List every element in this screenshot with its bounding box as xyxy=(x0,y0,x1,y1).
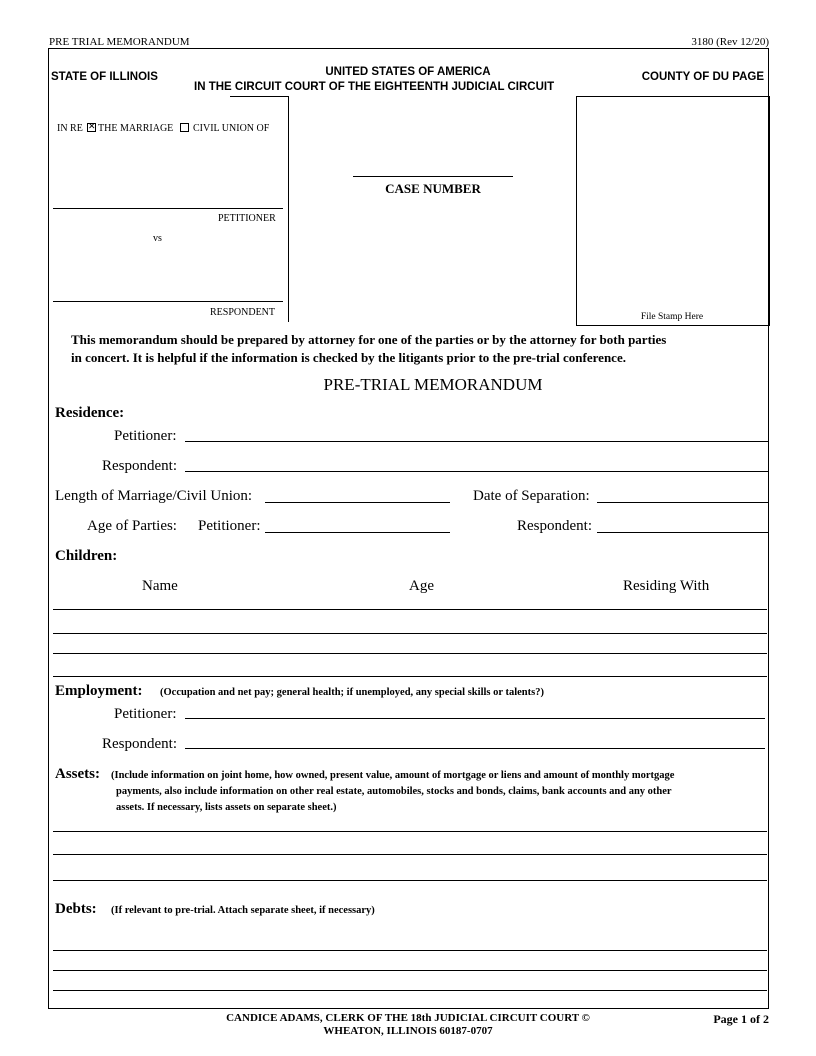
marriage-checkbox[interactable]: ✕ xyxy=(88,122,96,132)
vs-label: vs xyxy=(153,233,162,244)
assets-heading: Assets: xyxy=(55,766,100,782)
state-label: STATE OF ILLINOIS xyxy=(51,71,158,83)
marriage-length-input[interactable] xyxy=(265,484,450,503)
file-stamp-label: File Stamp Here xyxy=(640,312,704,322)
employment-heading: Employment: xyxy=(55,683,143,699)
respondent-caption-label: RESPONDENT xyxy=(210,307,276,318)
employment-note: (Occupation and net pay; general health; if unemployed, any special skills or talents?) xyxy=(160,687,544,698)
assets-note-line-1: (Include information on joint home, how owned, present value, amount of mortgage or liens and amount of monthly mortgage xyxy=(111,770,675,781)
employment-petitioner-label: Petitioner: xyxy=(114,706,177,722)
form-title: PRE TRIAL MEMORANDUM xyxy=(49,36,190,48)
court-label: IN THE CIRCUIT COURT OF THE EIGHTEENTH JUDICIAL CIRCUIT xyxy=(194,81,555,93)
file-stamp-box xyxy=(576,96,770,326)
children-row-input[interactable] xyxy=(53,635,767,654)
children-row-input[interactable] xyxy=(53,591,767,610)
employment-respondent-label: Respondent: xyxy=(102,736,177,752)
assets-row-input[interactable] xyxy=(53,862,767,881)
page-title: PRE-TRIAL MEMORANDUM xyxy=(323,375,543,394)
country-label: UNITED STATES OF AMERICA xyxy=(325,66,491,78)
case-number-input[interactable] xyxy=(353,158,513,177)
caption-box-right-line xyxy=(288,96,289,322)
frame-top-border xyxy=(48,48,769,49)
civil-union-label: CIVIL UNION OF xyxy=(193,123,270,134)
children-col-name: Name xyxy=(142,578,178,594)
age-respondent-label: Respondent: xyxy=(517,518,592,534)
age-respondent-input[interactable] xyxy=(597,514,768,533)
frame-bottom-border xyxy=(48,1008,769,1009)
assets-row-input[interactable] xyxy=(53,836,767,855)
footer-clerk: CANDICE ADAMS, CLERK OF THE 18th JUDICIAL CIRCUIT COURT © xyxy=(226,1012,590,1024)
age-of-parties-label: Age of Parties: xyxy=(87,518,177,534)
employment-respondent-input[interactable] xyxy=(185,730,765,749)
instructions-line-2: in concert. It is helpful if the information is checked by the litigants prior to the pre-trial conference. xyxy=(71,350,626,365)
residence-respondent-label: Respondent: xyxy=(102,458,177,474)
debts-note: (If relevant to pre-trial. Attach separate sheet, if necessary) xyxy=(111,905,375,916)
residence-heading: Residence: xyxy=(55,405,125,421)
employment-petitioner-input[interactable] xyxy=(185,700,765,719)
residence-petitioner-label: Petitioner: xyxy=(114,428,177,444)
petitioner-name-input[interactable] xyxy=(53,190,283,209)
debts-row-input[interactable] xyxy=(53,932,767,951)
children-col-age: Age xyxy=(409,578,434,594)
form-number: 3180 (Rev 12/20) xyxy=(691,36,769,48)
civil-union-checkbox[interactable] xyxy=(180,123,189,132)
marriage-length-label: Length of Marriage/Civil Union: xyxy=(55,488,253,504)
respondent-name-input[interactable] xyxy=(53,283,283,302)
children-row-input[interactable] xyxy=(53,615,767,634)
debts-row-input[interactable] xyxy=(53,952,767,971)
debts-row-input[interactable] xyxy=(53,972,767,991)
in-re-label: IN RE xyxy=(57,123,83,134)
assets-note-line-2: payments, also include information on other real estate, automobiles, stocks and bonds, claims, bank accounts and any other xyxy=(116,786,672,797)
frame-left-border xyxy=(48,48,49,1008)
county-label: COUNTY OF DU PAGE xyxy=(641,71,764,83)
children-row-input[interactable] xyxy=(53,658,767,677)
children-heading: Children: xyxy=(55,548,118,564)
assets-note-line-3: assets. If necessary, lists assets on separate sheet.) xyxy=(116,802,337,813)
footer-address: WHEATON, ILLINOIS 60187-0707 xyxy=(323,1025,493,1037)
age-petitioner-input[interactable] xyxy=(265,514,450,533)
assets-row-input[interactable] xyxy=(53,813,767,832)
age-petitioner-label: Petitioner: xyxy=(198,518,261,534)
caption-box-top-line xyxy=(230,96,288,97)
debts-heading: Debts: xyxy=(55,901,97,917)
residence-petitioner-input[interactable] xyxy=(185,423,768,442)
residence-respondent-input[interactable] xyxy=(185,453,768,472)
separation-date-input[interactable] xyxy=(597,484,768,503)
instructions-line-1: This memorandum should be prepared by attorney for one of the parties or by the attorney for both parties xyxy=(71,332,667,347)
case-number-label: CASE NUMBER xyxy=(385,181,481,196)
separation-date-label: Date of Separation: xyxy=(473,488,590,504)
children-col-residing: Residing With xyxy=(623,578,710,594)
petitioner-caption-label: PETITIONER xyxy=(218,213,276,224)
page-number: Page 1 of 2 xyxy=(713,1012,769,1026)
marriage-label: THE MARRIAGE xyxy=(98,123,174,134)
